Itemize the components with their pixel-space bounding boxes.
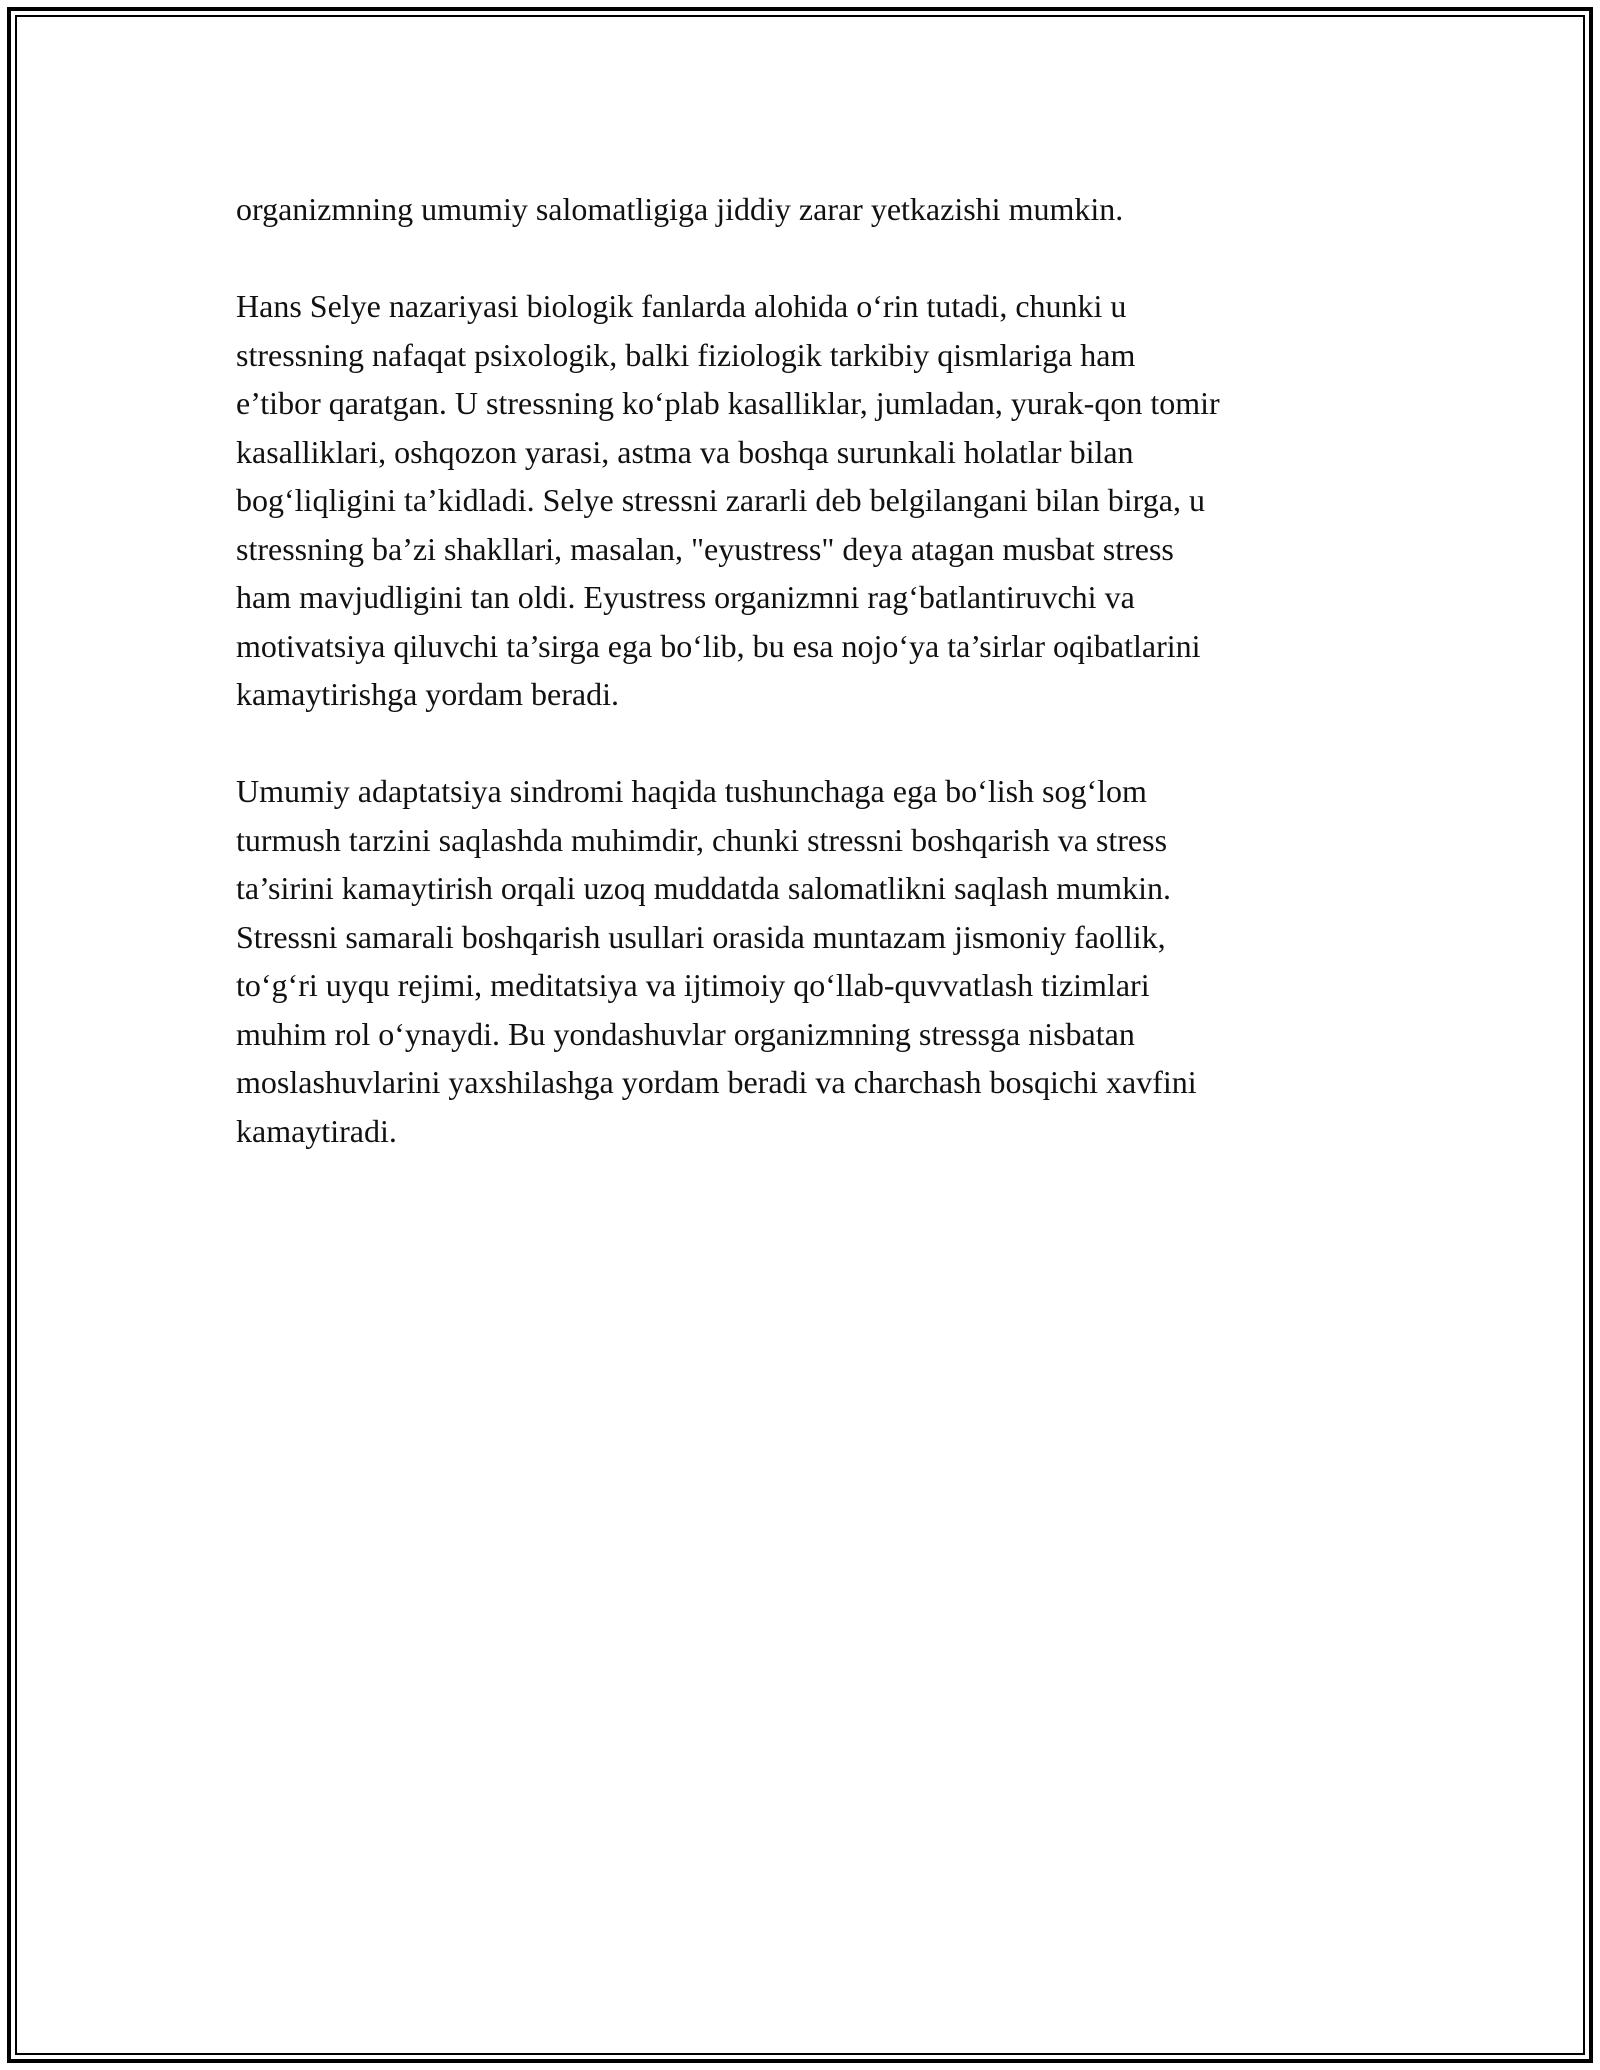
- text-line: ham mavjudligini tan oldi. Eyustress organizmni rag‘batlantiruvchi va: [236, 579, 1135, 615]
- text-line: kamaytiradi.: [236, 1112, 397, 1149]
- paragraph-3: [236, 767, 1376, 1155]
- text-line: bog‘liqligini ta’kidladi. Selye stressni zararli deb belgilangani bilan birga, u: [236, 482, 1205, 518]
- text-line: muhim rol o‘ynaydi. Bu yondashuvlar organizmning stressga nisbatan: [236, 1015, 1135, 1052]
- text-line: Stressni samarali boshqarish usullari orasida muntazam jismoniy faollik,: [236, 918, 1166, 955]
- text-line: stressning ba’zi shakllari, masalan, "eyustress" deya atagan musbat stress: [236, 530, 1174, 567]
- text-line: Umumiy adaptatsiya sindromi haqida tushunchaga ega bo‘lish sog‘lom: [236, 773, 1147, 809]
- text-line: organizmning umumiy salomatligiga jiddiy zarar yetkazishi mumkin.: [236, 191, 1124, 227]
- paragraph-2: [236, 282, 1376, 719]
- text-line: kasalliklari, oshqozon yarasi, astma va boshqa surunkali holatlar bilan: [236, 433, 1134, 470]
- text-line: motivatsiya qiluvchi ta’sirga ega bo‘lib, bu esa nojo‘ya ta’sirlar oqibatlarini: [236, 627, 1201, 664]
- text-line: stressning nafaqat psixologik, balki fiziologik tarkibiy qismlariga ham: [236, 336, 1136, 373]
- text-line: to‘g‘ri uyqu rejimi, meditatsiya va ijtimoiy qo‘llab-quvvatlash tizimlari: [236, 967, 1150, 1003]
- document-body: [236, 185, 1376, 1204]
- text-line: moslashuvlarini yaxshilashga yordam beradi va charchash bosqichi xavfini: [236, 1064, 1197, 1100]
- text-line: Hans Selye nazariyasi biologik fanlarda alohida o‘rin tutadi, chunki u: [236, 288, 1127, 324]
- paragraph-1: [236, 185, 1376, 234]
- text-line: turmush tarzini saqlashda muhimdir, chunki stressni boshqarish va stress: [236, 821, 1168, 858]
- text-line: kamaytirishga yordam beradi.: [236, 676, 619, 712]
- text-line: e’tibor qaratgan. U stressning ko‘plab kasalliklar, jumladan, yurak-qon tomir: [236, 385, 1220, 421]
- text-line: ta’sirini kamaytirish orqali uzoq muddatda salomatlikni saqlash mumkin.: [236, 870, 1171, 906]
